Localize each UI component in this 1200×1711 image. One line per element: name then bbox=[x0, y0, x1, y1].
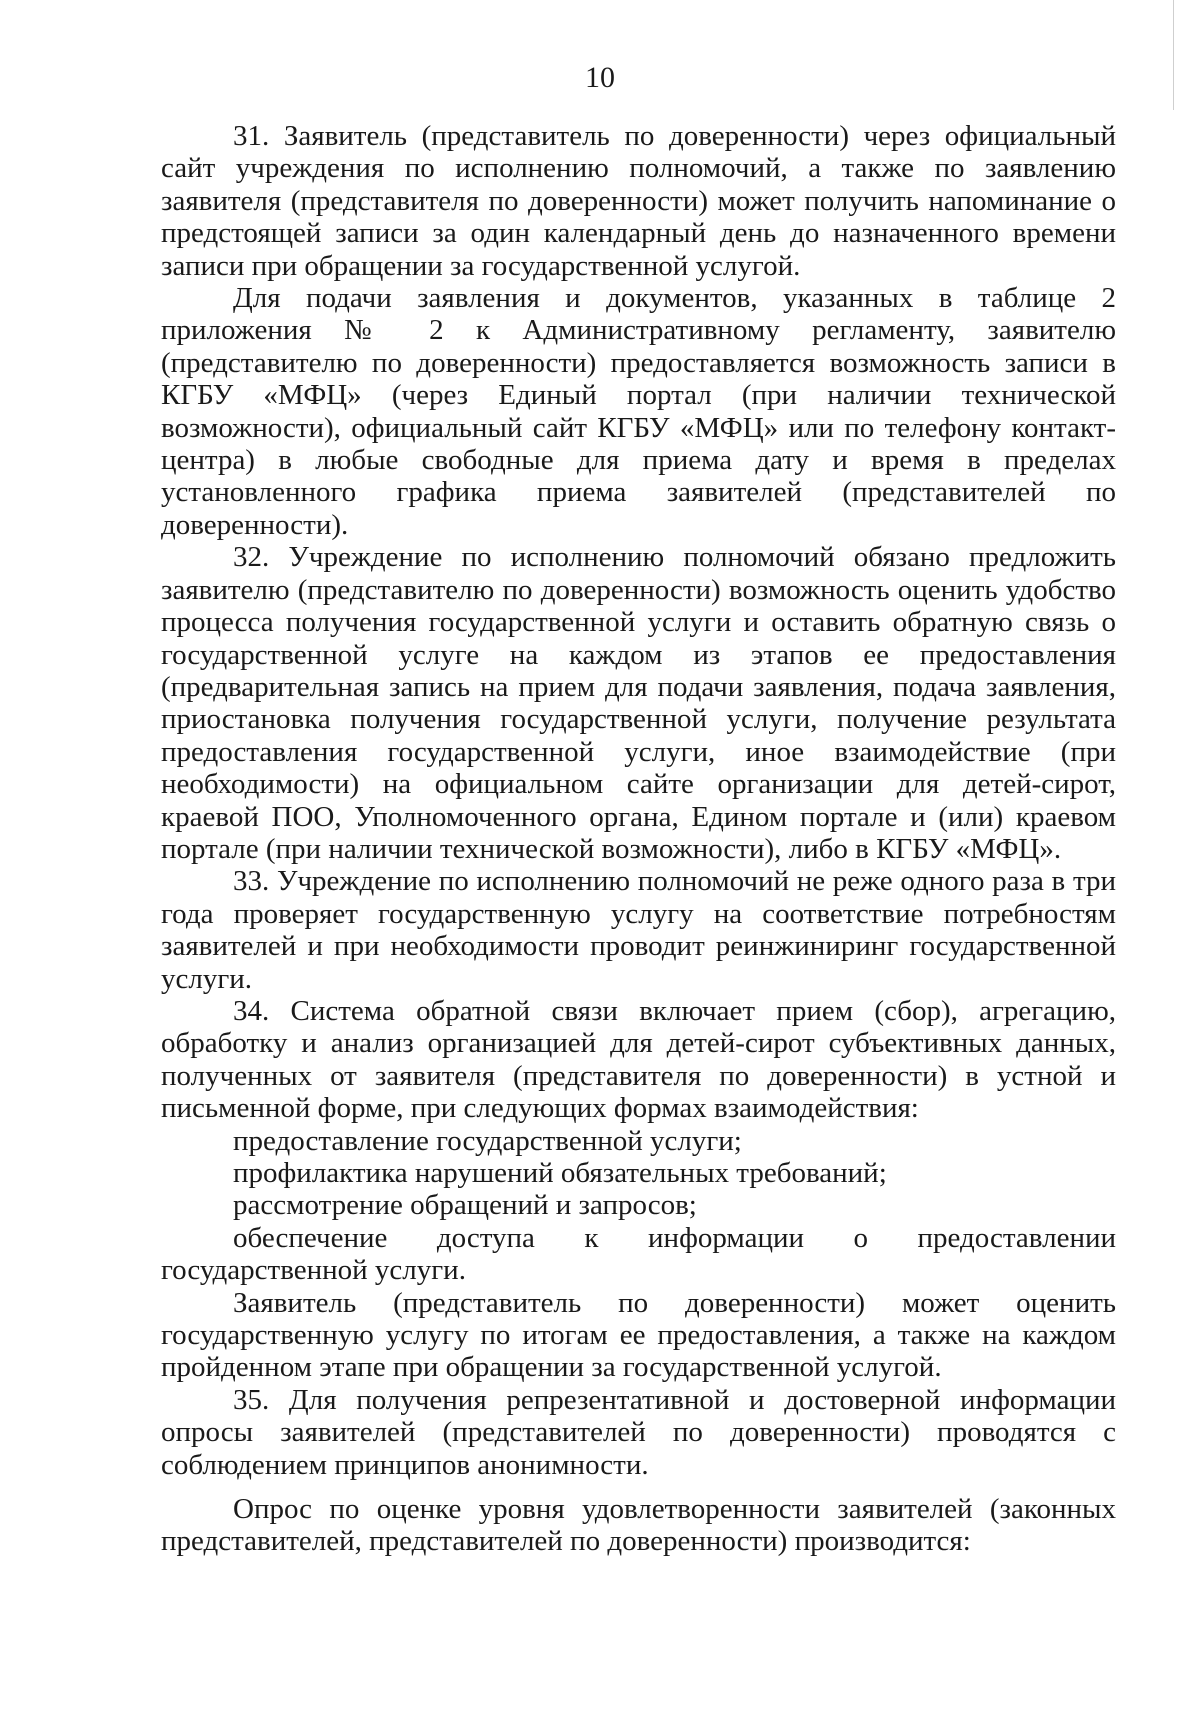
paragraph-34: 34. Система обратной связи включает прием (сбор), агрегацию, обработку и анализ организацией для детей-сирот субъективных данных, полученных от заявителя (представителя по доверенности) в устной и письменной форме, при следующих формах взаимодействия: bbox=[161, 994, 1116, 1125]
paragraph-34-evaluation: Заявитель (представитель по доверенности) может оценить государственную услугу по итогам ее предоставления, а также на каждом пройденном этапе при обращении за государственной услугой. bbox=[161, 1286, 1116, 1384]
paragraph-31: 31. Заявитель (представитель по доверенности) через официальный сайт учреждения по исполнению полномочий, а также по заявлению заявителя (представителя по доверенности) может получить напоминание о предстоящей записи за один календарный день до назначенного времени записи при обращении за государственной услугой. bbox=[161, 120, 1116, 282]
paragraph-33: 33. Учреждение по исполнению полномочий не реже одного раза в три года проверяет государственную услугу на соответствие потребностям заявителей и при необходимости проводит реинжиниринг государственной услуги. bbox=[161, 865, 1116, 995]
document-body bbox=[161, 120, 1116, 1558]
paragraph-35: 35. Для получения репрезентативной и достоверной информации опросы заявителей (представителей по доверенности) проводятся с соблюдением принципов анонимности. bbox=[161, 1383, 1116, 1481]
paragraph-35-survey: Опрос по оценке уровня удовлетворенности заявителей (законных представителей, представителей по доверенности) производится: bbox=[161, 1493, 1116, 1558]
page-number: 10 bbox=[585, 61, 615, 94]
paragraph-31-registration: Для подачи заявления и документов, указанных в таблице 2 приложения № 2 к Административному регламенту, заявителю (представителю по доверенности) предоставляется возможность записи в КГБУ «МФЦ» (через Единый портал (при наличии технической возможности), официальный сайт КГБУ «МФЦ» или по телефону контакт-центра) в любые свободные для приема дату и время в пределах установленного графика приема заявителей (представителей по доверенности). bbox=[161, 282, 1116, 541]
list-item-service-provision: предоставление государственной услуги; bbox=[233, 1124, 742, 1157]
list-item-information-access: обеспечение доступа к информации о предоставлении государственной услуги. bbox=[161, 1221, 1116, 1287]
list-item-violation-prevention: профилактика нарушений обязательных требований; bbox=[233, 1157, 887, 1189]
list-item-appeals-review: рассмотрение обращений и запросов; bbox=[233, 1189, 697, 1222]
paragraph-32: 32. Учреждение по исполнению полномочий обязано предложить заявителю (представителю по доверенности) возможность оценить удобство процесса получения государственной услуги и оставить обратную связь о государственной услуге на каждом из этапов ее предоставления (предварительная запись на прием для подачи заявления, подача заявления, приостановка получения государственной услуги, получение результата предоставления государственной услуги, иное взаимодействие (при необходимости) на официальном сайте организации для детей-сирот, краевой ПОО, Уполномоченного органа, Едином портале и (или) краевом портале (при наличии технической возможности), либо в КГБУ «МФЦ». bbox=[161, 541, 1116, 865]
